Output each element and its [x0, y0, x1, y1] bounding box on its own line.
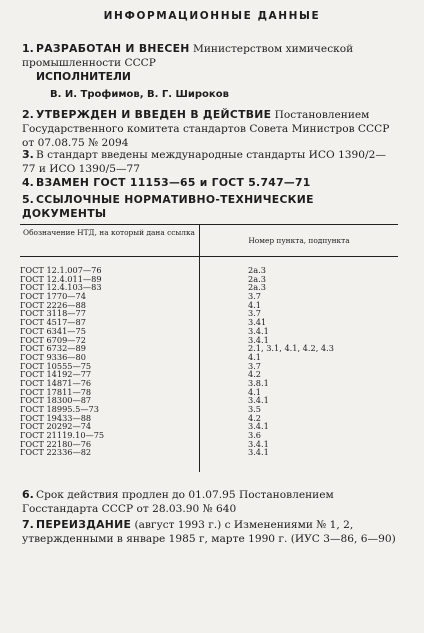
- section-1-number: 1.: [22, 42, 34, 55]
- document-designation: ГОСТ 3118—77: [20, 308, 86, 319]
- document-designation: ГОСТ 14192—77: [20, 369, 92, 380]
- clause-number: 3.7: [248, 308, 262, 319]
- section-2-number: 2.: [22, 108, 34, 121]
- table-header-document: Обозначение НТД, на который дана ссылка: [23, 228, 195, 237]
- section-6-number: 6.: [22, 488, 34, 501]
- section-7: [22, 518, 398, 546]
- clause-number: 4.1: [248, 386, 262, 397]
- clause-number: 3.4.1: [248, 334, 269, 345]
- clause-number: 3.4.1: [248, 421, 269, 432]
- clause-number: 3.6: [248, 430, 262, 441]
- document-designation: ГОСТ 12.4.011—89: [20, 273, 102, 284]
- section-5-number: 5.: [22, 193, 34, 206]
- page-title: ИНФОРМАЦИОННЫЕ ДАННЫЕ: [103, 10, 321, 22]
- document-designation: ГОСТ 18995.5—73: [20, 404, 99, 414]
- section-3-text: В стандарт введены международные стандарты ИСО 1390/2—77 и ИСО 1390/5—77: [22, 149, 386, 175]
- section-2-text: Постановлением Государственного комитета стандартов Совета Министров СССР от 07.08.75 № 2094: [22, 109, 390, 149]
- clause-number: 2а.3: [248, 282, 266, 293]
- executors-heading: ИСПОЛНИТЕЛИ: [36, 70, 131, 83]
- section-1-text: Министерством химической промышленности СССР: [22, 43, 354, 69]
- document-designation: ГОСТ 1770—74: [20, 291, 86, 302]
- clause-number: 3.7: [248, 291, 262, 302]
- section-6-text: Срок действия продлен до 01.07.95 Постановлением Госстандарта СССР от 28.03.90 № 640: [22, 489, 334, 515]
- clause-number: 3.41: [248, 317, 267, 328]
- clause-number: 3.4.1: [248, 395, 269, 406]
- table-top-rule: [20, 224, 398, 225]
- section-6: [22, 488, 398, 516]
- clause-number: 2.1, 3.1, 4.1, 4.2, 4.3: [248, 343, 334, 354]
- section-7-text: (август 1993 г.) с Изменениями № 1, 2, утвержденными в январе 1985 г, марте 1990 г. (ИУС 3—86, 6—90): [22, 519, 396, 545]
- section-2-heading: УТВЕРЖДЕН И ВВЕДЕН В ДЕЙСТВИЕ: [36, 108, 272, 121]
- table-row: [20, 448, 398, 457]
- section-2: [22, 108, 398, 150]
- document-designation: ГОСТ 19433—88: [20, 412, 92, 423]
- document-designation: ГОСТ 12.1.007—76: [20, 265, 102, 275]
- clause-number: 4.1: [248, 351, 262, 362]
- clause-number: 3.4.1: [248, 438, 269, 449]
- section-7-number: 7.: [22, 518, 34, 531]
- section-4-number: 4.: [22, 176, 34, 189]
- clause-number: 4.2: [248, 369, 262, 380]
- clause-number: 3.4.1: [248, 447, 269, 458]
- section-4-text: ВЗАМЕН ГОСТ 11153—65 и ГОСТ 5.747—71: [36, 176, 311, 189]
- section-5-heading: ССЫЛОЧНЫЕ НОРМАТИВНО-ТЕХНИЧЕСКИЕ ДОКУМЕНТЫ: [22, 193, 314, 220]
- document-designation: ГОСТ 21119.10—75: [20, 430, 105, 441]
- table-header-clause: Номер пункта, подпункта: [248, 236, 350, 245]
- section-3-number: 3.: [22, 148, 34, 161]
- section-4: [22, 176, 398, 190]
- executors-names: В. И. Трофимов, В. Г. Широков: [50, 89, 229, 100]
- section-1: [22, 42, 398, 70]
- section-3: [22, 148, 398, 176]
- document-designation: ГОСТ 22336—82: [20, 447, 92, 458]
- document-designation: ГОСТ 6341—75: [20, 325, 86, 336]
- clause-number: 2а.3: [248, 273, 266, 284]
- clause-number: 4.2: [248, 412, 262, 423]
- document-designation: ГОСТ 17811—78: [20, 386, 92, 397]
- clause-number: 3.5: [248, 404, 262, 414]
- document-designation: ГОСТ 10555—75: [20, 360, 92, 371]
- document-designation: ГОСТ 6709—72: [20, 334, 86, 345]
- clause-number: 3.4.1: [248, 325, 269, 336]
- document-designation: ГОСТ 6732—89: [20, 343, 86, 354]
- document-designation: ГОСТ 2226—88: [20, 299, 86, 310]
- reference-table-body: [20, 266, 398, 457]
- clause-number: 3.7: [248, 360, 262, 371]
- clause-number: 2а.3: [248, 265, 266, 275]
- document-designation: ГОСТ 18300—87: [20, 395, 92, 406]
- document-designation: ГОСТ 20292—74: [20, 421, 92, 432]
- clause-number: 4.1: [248, 299, 262, 310]
- section-7-heading: ПЕРЕИЗДАНИЕ: [36, 518, 132, 531]
- document-designation: ГОСТ 9336—80: [20, 351, 86, 362]
- document-designation: ГОСТ 14871—76: [20, 377, 92, 388]
- section-1-heading: РАЗРАБОТАН И ВНЕСЕН: [36, 42, 190, 55]
- section-5: [22, 193, 398, 221]
- clause-number: 3.8.1: [248, 377, 269, 388]
- document-designation: ГОСТ 4517—87: [20, 317, 86, 328]
- document-designation: ГОСТ 22180—76: [20, 438, 92, 449]
- document-designation: ГОСТ 12.4.103—83: [20, 282, 102, 293]
